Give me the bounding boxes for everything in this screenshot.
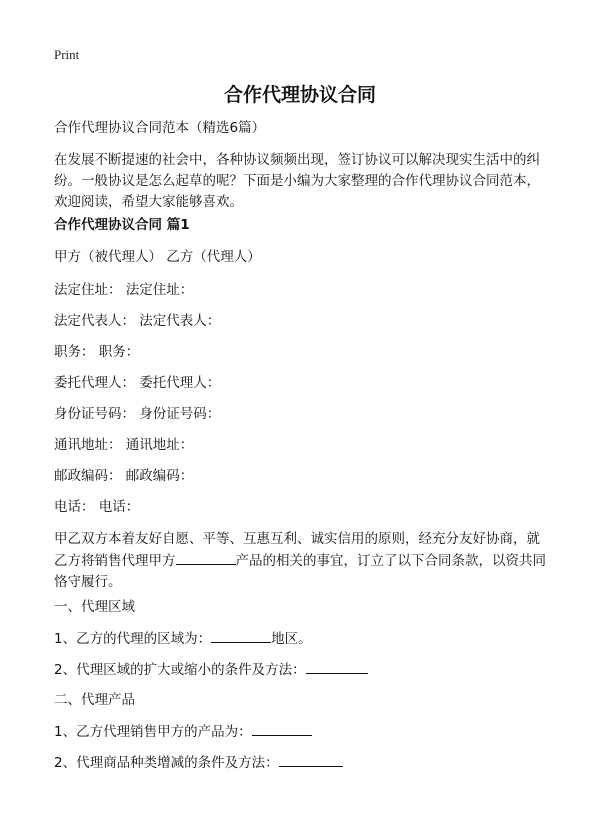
area-item-text: 1、乙方的代理的区域为：	[54, 631, 212, 647]
agreement-paragraph	[54, 529, 550, 593]
print-link[interactable]: Print	[54, 47, 80, 62]
product-change-blank	[279, 752, 343, 767]
product-item-text: 1、乙方代理销售甲方的产品为：	[54, 724, 252, 740]
document-subtitle: 合作代理协议合同范本（精选6篇）	[54, 120, 266, 136]
product-blank	[176, 550, 236, 565]
agreement-text-after: 产品的相关的事宜，订立了以下合同条款，以资共同恪守履行。	[54, 553, 546, 590]
area-blank	[211, 628, 271, 643]
product-name-blank	[252, 721, 312, 736]
area-change-blank	[306, 659, 368, 674]
area-heading: 一、代理区域	[54, 599, 135, 615]
document-title: 合作代理协议合同	[223, 84, 376, 106]
parties-line: 甲方（被代理人） 乙方（代理人）	[54, 249, 261, 265]
section-heading: 合作代理协议合同 篇1	[54, 217, 190, 233]
field-line: 职务： 职务：	[54, 344, 140, 360]
product-heading: 二、代理产品	[54, 692, 135, 708]
field-line: 委托代理人： 委托代理人：	[54, 375, 221, 391]
area-item-text: 2、代理区域的扩大或缩小的条件及方法：	[54, 662, 306, 678]
field-line: 法定代表人： 法定代表人：	[54, 313, 221, 329]
field-line: 法定住址： 法定住址：	[54, 282, 194, 298]
product-item	[54, 721, 312, 742]
product-item-text: 2、代理商品种类增减的条件及方法：	[54, 755, 279, 771]
product-item	[54, 752, 343, 773]
field-line: 身份证号码： 身份证号码：	[54, 406, 221, 422]
field-line: 电话： 电话：	[54, 499, 140, 515]
field-line: 邮政编码： 邮政编码：	[54, 468, 194, 484]
intro-paragraph: 在发展不断提速的社会中，各种协议频频出现，签订协议可以解决现实生活中的纠纷。一般协议是怎么起草的呢？下面是小编为大家整理的合作代理协议合同范本，欢迎阅读，希望大家能够喜欢。	[54, 152, 540, 210]
field-line: 通讯地址： 通讯地址：	[54, 437, 194, 453]
agreement-text-before: 甲乙双方本着友好自愿、平等、互惠互利、诚实信用的原则，经充分友好协商，就乙方将销售代理甲方	[54, 531, 540, 569]
area-item-suffix: 地区。	[271, 631, 312, 647]
area-item	[54, 659, 368, 680]
area-item	[54, 628, 312, 649]
